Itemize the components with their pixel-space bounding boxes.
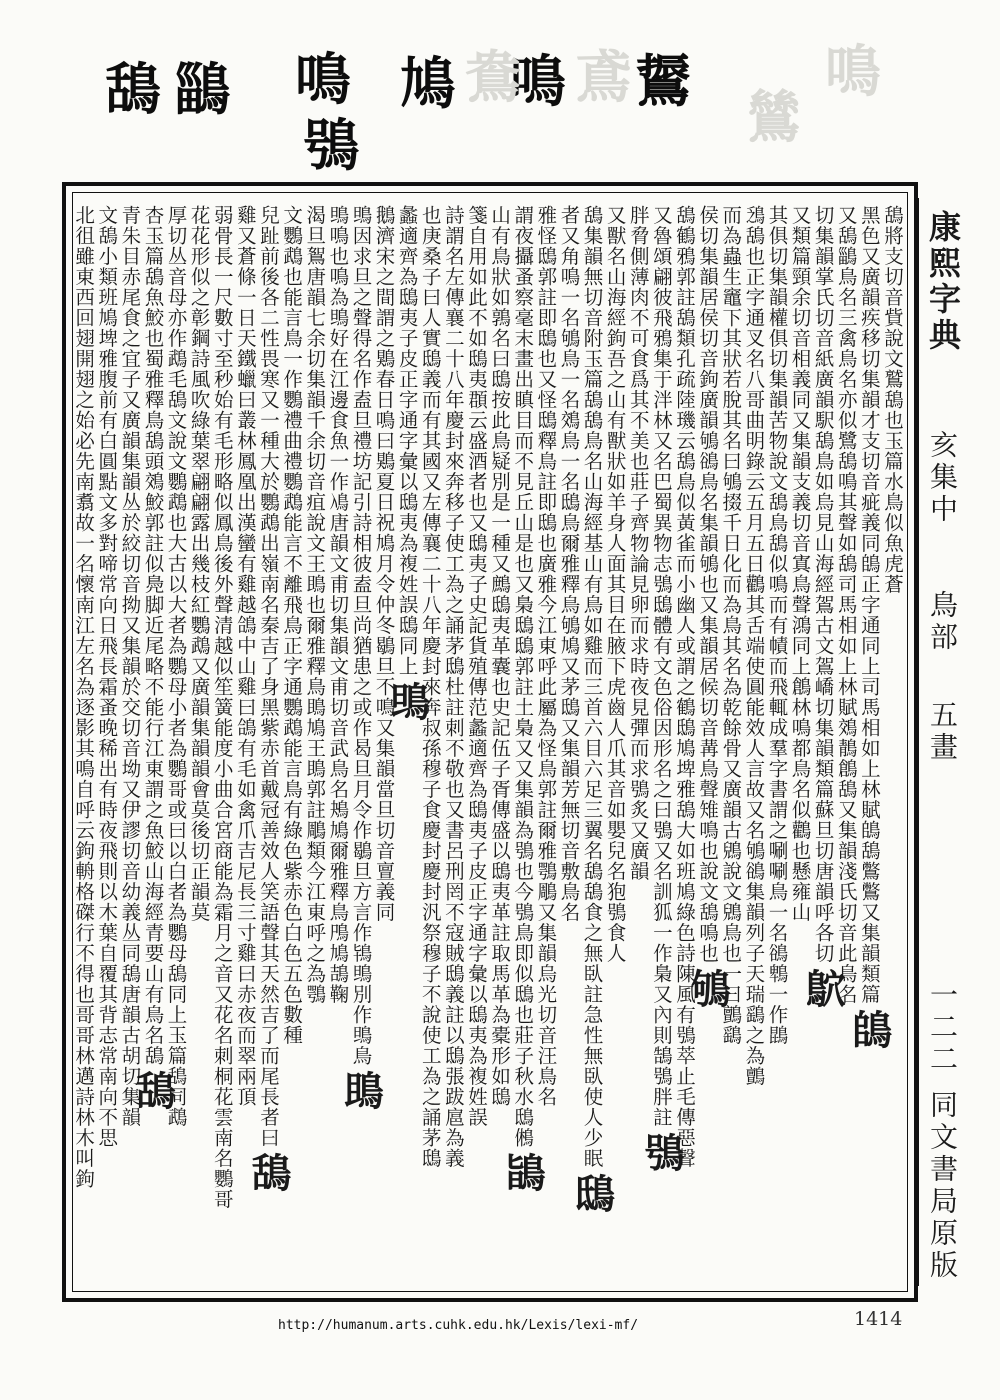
faint-seal-glyph: 鳶 — [575, 45, 625, 111]
headword: 鴲 — [499, 1152, 547, 1193]
column-text: 鴰將支切音貲說文鷲鴰也玉篇水鳥似魚虎蒼 — [880, 205, 904, 595]
text-column — [280, 205, 304, 1290]
headword: 鴭 — [845, 1008, 893, 1050]
text-column — [557, 205, 581, 1290]
headword: 鴰 — [129, 1070, 177, 1111]
text-column — [233, 205, 258, 1290]
seal-script-header — [105, 40, 905, 190]
text-column — [534, 205, 558, 1290]
column-text: 兒趾前後各二性畏寒又一種大於鸚鵡出嶺南名秦吉了身黑紫赤首戴冠善效人笑語聲其天然吉了而尾長者曰 — [256, 205, 280, 1148]
column-text: 謂夜攝蚤察毫末畫出瞋目而不見丘山是也又梟鴟鴟郭註土梟又又集韻為鴞也今鴞鳥即似鴟也莊子秋水鴟鵂 — [511, 205, 535, 1148]
column-text: 箋自用如此不如鴟夷頵云盛酒者也又鴟夷子史記貨殖傳范蠡適齊為鴟夷子皮正字通字彙以鴟夷為複姓誤 — [464, 205, 488, 1128]
text-column — [742, 205, 766, 1290]
column-text: 黑色又廣韻疾移切集韻才支切音疵義同鴭正字通同上司馬相如上林賦鴭鴰鷩鷩又集韻類篇 — [857, 205, 881, 1005]
text-column — [672, 205, 697, 1290]
column-text: 北徂雖東西回翅開翅之始必先南翥故一名懷南江左名為逐影其鳴自呼云鉤輈格磔行不得也哥哥林邁詩林木叫鉤 — [72, 205, 96, 1189]
text-column — [603, 205, 628, 1290]
headword: 鴡 — [337, 1070, 385, 1111]
column-text: 雅怪鴟郭註即鴟也又怪鴟釋鳥註即鴟也廣雅今江東呼此屬為怪鳥郭註爾雅鶚鵰又集韻烏光切音汪鳥名 — [534, 205, 558, 1107]
column-text: 鴠因求旦之聲得名作盍旦禮坊記引詩相彼盍旦尚猶患之或作曷旦月令作鶡旦方言作鴇鴠別作鴠鳥 — [349, 205, 373, 1066]
text-column — [880, 205, 905, 1290]
text-column — [464, 205, 489, 1290]
text-column — [441, 205, 466, 1290]
text-column — [164, 205, 188, 1290]
text-column — [326, 205, 350, 1290]
faint-seal-glyph: 鴦 — [465, 45, 515, 111]
text-column — [303, 205, 327, 1290]
column-text: 青朱目赤尾食之宜子又廣韻集韻丛於絞切音拗又集韻於交切音坳又伊謬切音幼義丛同鴰唐韻古胡切集韻 — [118, 205, 142, 1128]
headword: 鴟 — [568, 1172, 616, 1214]
column-text: 切集韻掌氏切音紙廣韻駅鴰鳥如烏見山海經鴐古文鴐嶠切集韻類篇蘇旦切唐韻呼各切 — [811, 205, 835, 964]
column-text: 而為蟲生竈下其狀若脫其名曰鴝掇千日化而為鳥其名為乾餘骨又廣韻古鶂說文鶂鳥也一曰鸇鷂 — [719, 205, 743, 1046]
text-column — [788, 205, 812, 1290]
column-text: 鴰鶴鴉郭註鴰類孔疏陸璣云鴰鳥似黃雀而小幽人或謂之鶴鴟鳩埤雅鴰大如班鳩綠色詩陳風有鴞萃止毛傳惡聲 — [672, 205, 696, 1169]
headword: 鴠 — [383, 680, 431, 722]
column-text: 又獸名山海經鉤吾之山有獸狀如羊身人面其目在腋下虎齒人爪其音如嬰兒名狍鴞食人 — [603, 205, 627, 964]
faint-seal-glyph: 鷥 — [745, 85, 795, 151]
text-column — [418, 205, 443, 1290]
headword: 鴥 — [799, 967, 847, 1009]
column-text: 厚切丛音母亦作鵡毛鴰文說文鸚鵡也大古以大者為鸚母小者為鸚哥或曰以白者為鸚母鴰同上玉篇鴰同鵡 — [164, 205, 188, 1128]
column-text: 鴰集韻無切音附玉篇鴰鴰鳥名山海經基山有鳥如雞而三首六目六足三翼名鴰鴰食之無臥註急性無臥使人少眠 — [580, 205, 604, 1169]
faint-seal-glyph: 鳴 — [825, 39, 875, 105]
source-url[interactable]: http://humanum.arts.cuhk.edu.hk/Lexis/lexi-mf/ — [278, 1318, 639, 1333]
column-text: 文鸚鵡也能言鳥一作鸚禮曲禮鸚鵡能言不離飛鳥正字通鸚鵡能言鳥有綠色紫赤色白色五色數種 — [280, 205, 304, 1046]
column-text: 者又角鳴一名鴝鳥一名鵁鳥一名鴟鳥爾雅釋鳥鴝鳩又茅鴟又集韻芳無切音敷鳥名 — [557, 205, 581, 923]
column-text: 鴔鴰也正字通叉名八哥曲明錄云五月五日鸛其舌端使圓能效人言故又名鴝鵒集韻列子天瑞鷂之為鸇 — [742, 205, 766, 1087]
stroke-count-label: 五畫 — [926, 700, 959, 764]
text-column — [372, 205, 396, 1290]
text-column — [765, 205, 789, 1290]
text-column — [626, 205, 651, 1290]
publisher-label: 同文書局原版 — [926, 1090, 959, 1282]
radical-label: 鳥部 — [926, 590, 959, 654]
column-text: 胖脅側薄肉不可食爲其不美也莊子齊物論見卵而求時夜見彈而求鴞炙又廣韻 — [626, 205, 650, 882]
column-text: 山有鳥狀如鶉名曰鴟按此鳥疑別是一種又鷓鴟夷革囊也史記伍子胥傳盛以鴟夷革註取馬革為橐形如鴟 — [488, 205, 512, 1107]
margin-divider — [918, 198, 919, 1286]
seal-glyph: 鳴 — [295, 47, 345, 113]
column-text: 詩謂名左傳襄二十八年慶封來奔移子使工為之誦茅鴟杜註刺不敬也又書呂刑罔不寇賊鴟義註以鴟張跋扈為義 — [441, 205, 465, 1169]
text-column — [834, 205, 859, 1290]
column-text: 又魯頌翩彼飛鴉集于泮林又名巴蜀異物志鴞鴟體有文色俗因形名之曰鴞又名訓狐一作梟又內則鵠鴞胖註 — [649, 205, 673, 1128]
headword: 鴞 — [637, 1131, 685, 1173]
column-text: 又鴰鶅鳥名三禽鳥名亦似鷺鴰鳴其聲如鴰司馬相如上林賦鵁鶄鶬鴰又集韻淺氏切音此鳥名 — [834, 205, 858, 1005]
column-text: 花花形似之彰鋼詩風吹綠葉翠翩翩露出幾枝紅鸚鵡又廣韻集韻韻會莫後切正韻莫 — [187, 205, 211, 923]
text-frame — [62, 182, 918, 1302]
headword: 鴝 — [684, 967, 732, 1009]
text-column — [719, 205, 743, 1290]
seal-glyph: 鶅 — [175, 57, 225, 123]
column-text: 鵝濟宋之間謂之鶪春日鳴曰鶪夏日祝鳩月令仲冬鶡旦不鳴又集韻當旦切音亶義同 — [372, 205, 396, 923]
section-label: 亥集中 — [926, 430, 959, 526]
column-text: 鴠鳴也鳴為鴠好在江邊食魚一作鳰唐韻文甫切集韻文甫切音武鳥名鴂鳩爾雅釋鳥鳲鳩鴶鞠 — [326, 205, 350, 1005]
column-text: 其俱切集韻權俱切集韻苦物說文鴰鳥鴰似鳴而有幘而飛輒成羣字書謂之唰唰鳥一名鵒鵯一作鵾 — [765, 205, 789, 1046]
seal-glyph: 鳩 — [400, 51, 450, 117]
text-column — [187, 205, 212, 1290]
text-column — [118, 205, 142, 1290]
text-column — [210, 205, 235, 1290]
seal-glyph: 鴞 — [303, 113, 353, 179]
page-number: 1414 — [854, 1308, 903, 1330]
book-title: 康熙字典 — [924, 210, 962, 354]
column-text: 文鴰小類班鳩埤雅腹前有白圓點文多對啼常向日飛長霜蚤晚稀出有時夜飛則以木葉自覆其背志常南向不思 — [95, 205, 119, 1148]
seal-glyph: 鴰 — [105, 57, 155, 123]
column-text: 也庚桑子曰人實鴟義而有其國又左傳襄二十八年慶封來奔叔孫穆子食慶封慶封汎祭穆子不說使工為之誦茅鴟 — [418, 205, 442, 1169]
text-column — [95, 205, 119, 1290]
page-number-chinese: 一二二 — [926, 980, 959, 1076]
headword: 鴰 — [244, 1152, 292, 1193]
text-frame-inner — [72, 192, 908, 1292]
column-text: 弱骨長一尺數寸至秒始有毛形略似鳳鳥後外聲清越似笙簧能度小曲合宮商能為霜月之音又花名刺桐花雲南名鸚哥 — [210, 205, 234, 1210]
text-column — [72, 205, 96, 1290]
column-text: 蠡適齊為鴟夷子皮正字通字彙以鴟夷為複姓誤鴟同上 — [395, 205, 419, 677]
seal-glyph: 䳲 — [635, 49, 685, 115]
column-text: 又類篇頸余切音相義同又集韻支義切音寘鳥聲鴻同上鶬林鳴都鳥名似鸛也懸雍山 — [788, 205, 812, 923]
column-text: 渴旦鴽唐韻七余切集韻千余切音疽說文王鴡也爾雅釋鳥鴡鳩王鴡郭註鵰類今江東呼之為鶚 — [303, 205, 327, 1005]
column-text: 杏玉篇鴰魚鮫也蜀雅釋鳥鴰頭鵁鮫郭註似鳧脚近尾略不能行江東謂之魚鮫山海經青要山有鳥名鴰 — [141, 205, 165, 1066]
column-text: 雞又蒼條一日天鐵蠟曰叢林鳳凰出漢蠻有雞越鴿中山雞曰鴿有毛如禽爪吉尼長三寸雞曰赤夜而翠兩頂 — [233, 205, 257, 1107]
column-text: 侯切集韻居侯切音鉤廣韻鴝鵒鳥名集韻鴝也又集韻居候切音冓鳥聲雉鳴也說文鴰鳴也 — [696, 205, 720, 964]
seal-glyph: 鳴 — [510, 49, 560, 115]
text-column — [488, 205, 512, 1290]
